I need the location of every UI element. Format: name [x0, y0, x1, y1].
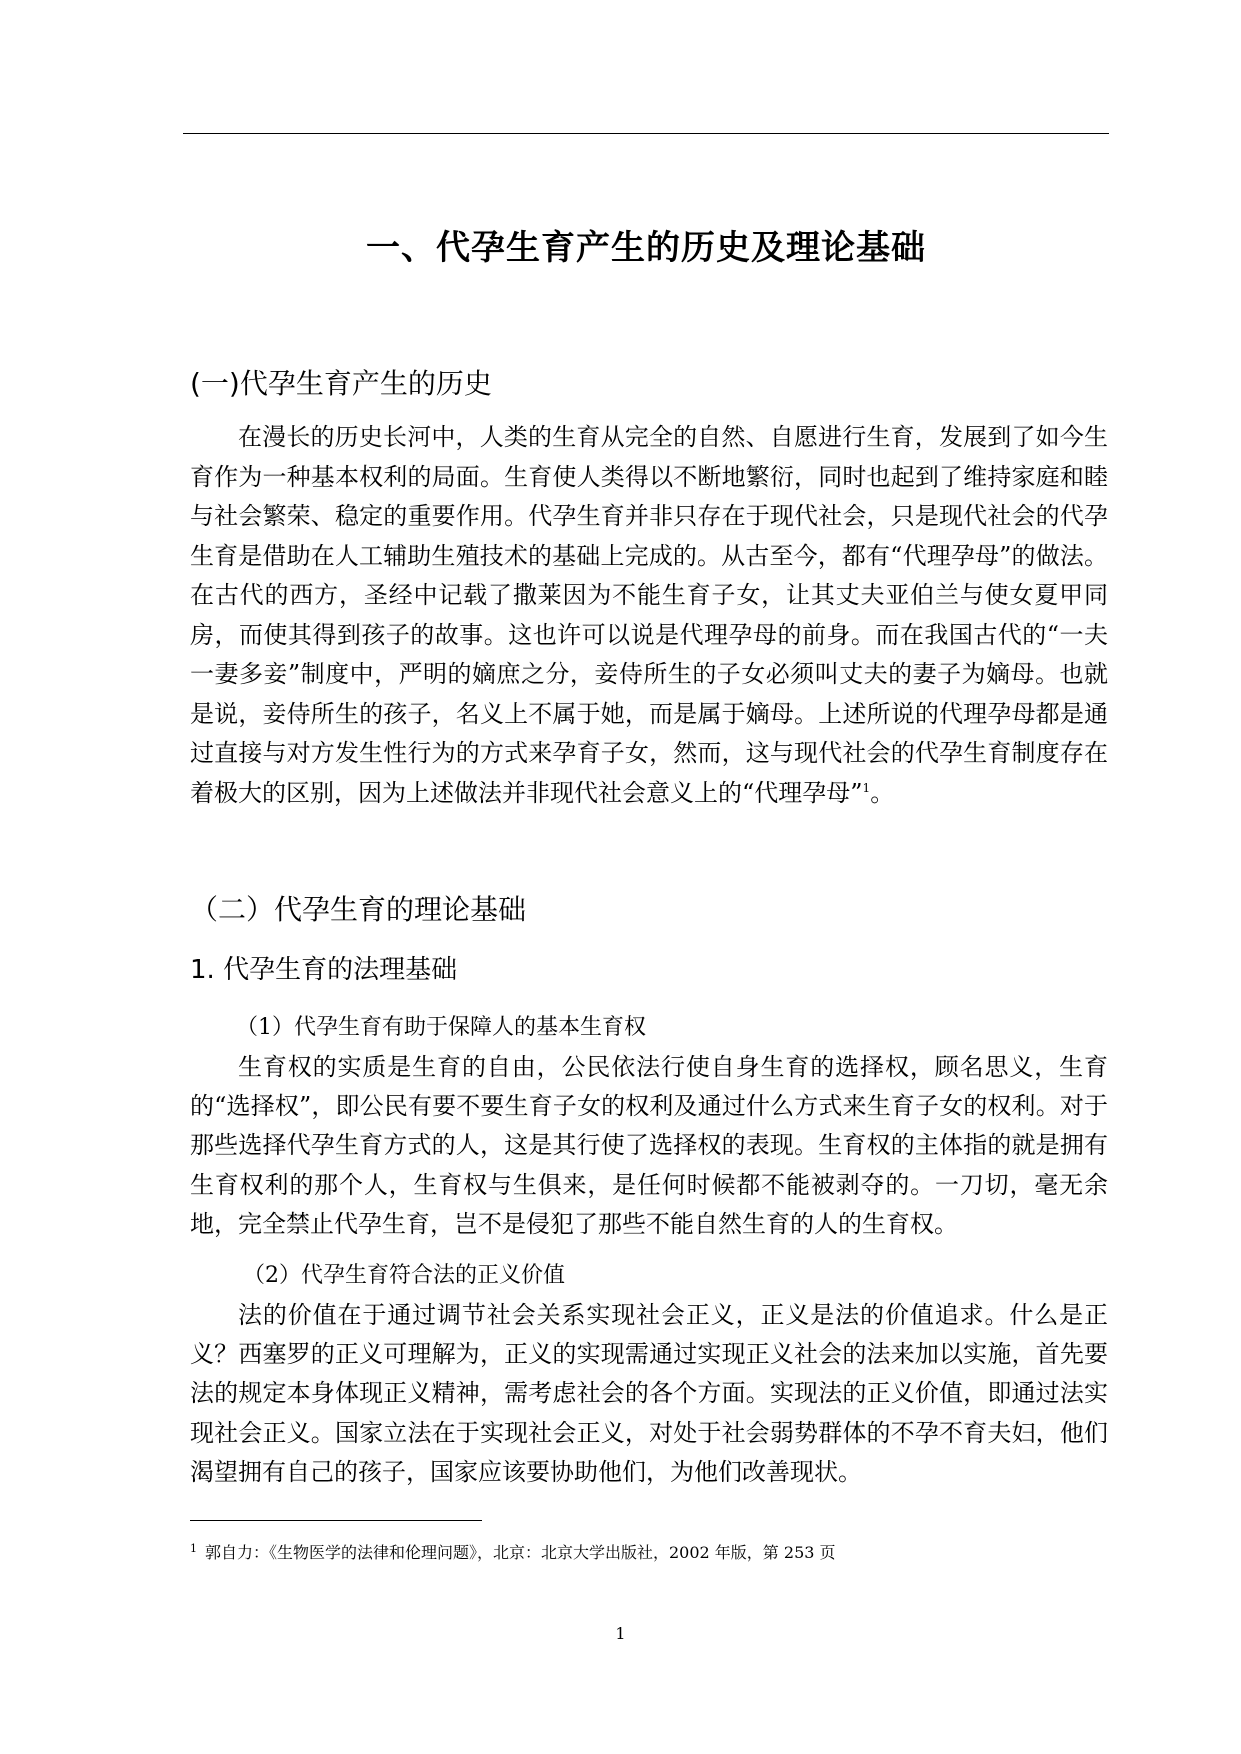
history-paragraph-text: 在漫长的历史长河中，人类的生育从完全的自然、自愿进行生育，发展到了如今生育作为一种基本权利的局面。生育使人类得以不断地繁衍，同时也起到了维持家庭和睦与社会繁荣、稳定的重要作用。代孕生育并非只存在于现代社会，只是现代社会的代孕生育是借助在人工辅助生殖技术的基础上完成的。从古至今，都有“代理孕母”的做法。在古代的西方，圣经中记载了撒莱因为不能生育子女，让其丈夫亚伯兰与使女夏甲同房，而使其得到孩子的故事。这也许可以说是代理孕母的前身。而在我国古代的“一夫一妻多妾”制度中，严明的嫡庶之分，妾侍所生的子女必须叫丈夫的妻子为嫡母。也就是说，妾侍所生的孩子，名义上不属于她，而是属于嫡母。上述所说的代理孕母都是通过直接与对方发生性行为的方式来孕育子女，然而，这与现代社会的代孕生育制度存在着极大的区别，因为上述做法并非现代社会意义上的“代理孕母”: [190, 423, 1108, 807]
footnote-rule: [190, 1520, 482, 1521]
footnote-text: 郭自力：《生物医学的法律和伦理问题》，北京：北京大学出版社，2002 年版，第 253 页: [205, 1543, 836, 1562]
subsection-title-legal-basis: 1. 代孕生育的法理基础: [190, 955, 458, 985]
justice-value-paragraph: 法的价值在于通过调节社会关系实现社会正义，正义是法的价值追求。什么是正义？西塞罗的正义可理解为，正义的实现需通过实现正义社会的法来加以实施，首先要法的规定本身体现正义精神，需考虑社会的各个方面。实现法的正义价值，即通过法实现社会正义。国家立法在于实现社会正义，对处于社会弱势群体的不孕不育夫妇，他们渴望拥有自己的孩子，国家应该要协助他们，为他们改善现状。: [190, 1301, 1108, 1486]
section-title-history: (一)代孕生育产生的历史: [190, 367, 492, 400]
item-title-reproductive-right: （1）代孕生育有助于保障人的基本生育权: [236, 1015, 646, 1040]
history-paragraph: [190, 418, 1108, 813]
item-title-justice-value: （2）代孕生育符合法的正义价值: [243, 1263, 565, 1288]
history-paragraph-end: 。: [870, 778, 895, 807]
footnote: [190, 1540, 836, 1563]
chapter-title: 一、代孕生育产生的历史及理论基础: [366, 228, 926, 268]
header-rule: [183, 133, 1109, 134]
footnote-number: 1: [190, 1541, 197, 1555]
page-number: 1: [615, 1624, 626, 1643]
footnote-ref: 1: [862, 780, 871, 795]
section-title-theory: （二）代孕生育的理论基础: [190, 893, 527, 926]
reproductive-right-paragraph: 生育权的实质是生育的自由，公民依法行使自身生育的选择权，顾名思义，生育的“选择权”，即公民有要不要生育子女的权利及通过什么方式来生育子女的权利。对于那些选择代孕生育方式的人，这是其行使了选择权的表现。生育权的主体指的就是拥有生育权利的那个人，生育权与生俱来，是任何时候都不能被剥夺的。一刀切，毫无余地，完全禁止代孕生育，岂不是侵犯了那些不能自然生育的人的生育权。: [190, 1053, 1108, 1238]
